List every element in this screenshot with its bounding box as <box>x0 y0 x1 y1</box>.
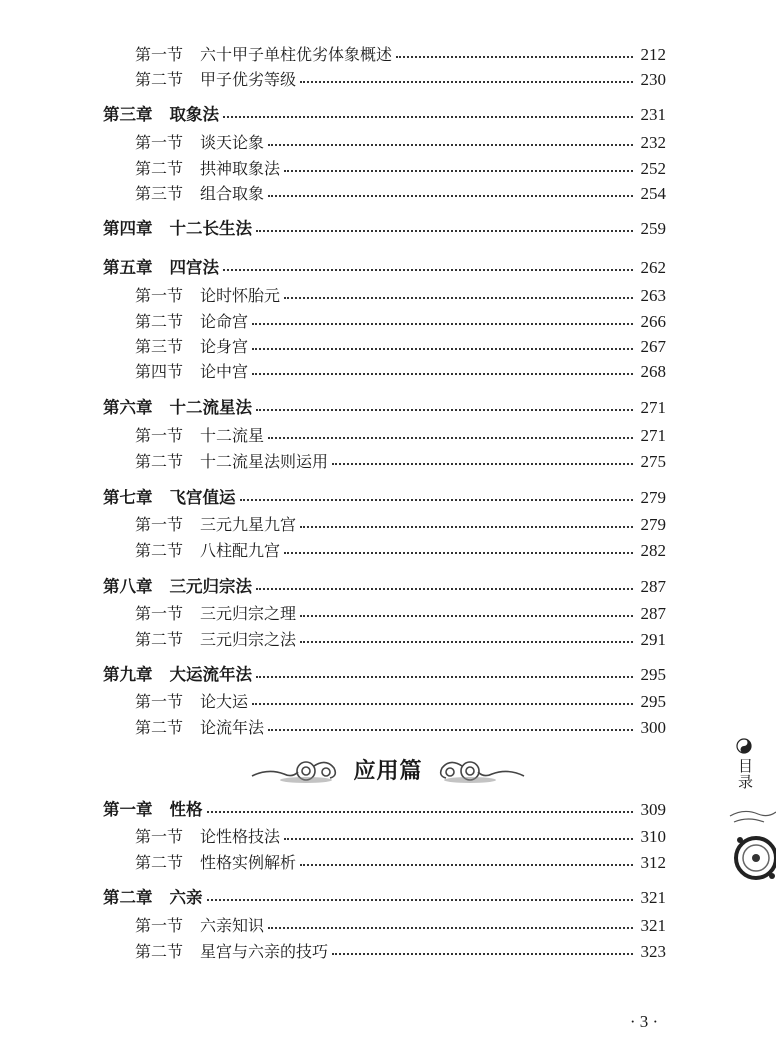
section-number: 第二节 <box>135 541 184 560</box>
page-ref: 254 <box>640 184 666 203</box>
toc-chapter-row[interactable] <box>103 103 666 127</box>
chapter-title: 四宫法 <box>169 258 219 277</box>
toc-chapter-row[interactable] <box>103 256 666 280</box>
page-ref: 287 <box>640 604 666 623</box>
toc-section-row[interactable] <box>135 716 666 740</box>
page-ref: 309 <box>640 800 666 819</box>
toc-section-row[interactable] <box>135 157 666 181</box>
toc-section-row[interactable] <box>135 851 666 875</box>
section-title: 十二流星法则运用 <box>200 452 329 471</box>
toc-chapter-row[interactable] <box>103 217 666 241</box>
section-number: 第一节 <box>135 45 184 64</box>
toc-section-row[interactable] <box>135 68 666 92</box>
dot-leader <box>256 230 633 232</box>
toc-chapter-row[interactable] <box>103 575 666 599</box>
section-title: 谈天论象 <box>200 133 265 152</box>
section-number: 第三节 <box>135 337 184 356</box>
chapter-title: 性格 <box>169 800 203 819</box>
page-ref: 287 <box>640 577 666 596</box>
toc-section-row[interactable] <box>135 43 666 67</box>
section-number: 第一节 <box>135 692 184 711</box>
dot-leader <box>300 81 632 83</box>
page-ref: 232 <box>640 133 666 152</box>
section-number: 第四节 <box>135 362 184 381</box>
part-title: 应用篇 <box>353 759 423 784</box>
dot-leader <box>223 269 633 271</box>
toc-section-row[interactable] <box>135 131 666 155</box>
toc-section-row[interactable] <box>135 284 666 308</box>
toc-section-row[interactable] <box>135 602 666 626</box>
page-ref: 266 <box>640 312 666 331</box>
chapter-title: 六亲 <box>169 888 203 907</box>
toc-chapter-row[interactable] <box>103 663 666 687</box>
section-title: 论身宫 <box>200 337 249 356</box>
page-ref: 300 <box>640 718 666 737</box>
chapter-title: 飞宫值运 <box>169 488 236 507</box>
dot-leader <box>207 899 633 901</box>
page-ref: 212 <box>640 45 666 64</box>
dot-leader <box>268 729 632 731</box>
section-title: 论时怀胎元 <box>200 286 281 305</box>
side-tab-label: 目录 <box>736 758 754 790</box>
section-title: 拱神取象法 <box>200 159 281 178</box>
chapter-number: 第五章 <box>103 258 153 277</box>
yin-yang-icon <box>736 738 752 754</box>
side-tab <box>728 738 776 898</box>
dot-leader <box>256 409 633 411</box>
dot-leader <box>332 463 632 465</box>
chapter-number: 第六章 <box>103 398 153 417</box>
section-number: 第三节 <box>135 184 184 203</box>
section-number: 第二节 <box>135 159 184 178</box>
dot-leader <box>252 348 632 350</box>
dot-leader <box>223 116 633 118</box>
section-title: 星宫与六亲的技巧 <box>200 942 329 961</box>
section-title: 性格实例解析 <box>200 853 297 872</box>
section-title: 三元归宗之法 <box>200 630 297 649</box>
section-number: 第一节 <box>135 604 184 623</box>
page-ref: 231 <box>640 105 666 124</box>
chapter-title: 取象法 <box>169 105 219 124</box>
dot-leader <box>252 323 632 325</box>
page-ref: 262 <box>640 258 666 277</box>
toc-section-row[interactable] <box>135 628 666 652</box>
dot-leader <box>396 56 632 58</box>
section-number: 第一节 <box>135 827 184 846</box>
page-ref: 267 <box>640 337 666 356</box>
page-ref: 282 <box>640 541 666 560</box>
toc-section-row[interactable] <box>135 450 666 474</box>
section-title: 十二流星 <box>200 426 265 445</box>
section-title: 六亲知识 <box>200 916 265 935</box>
toc-section-row[interactable] <box>135 825 666 849</box>
section-number: 第一节 <box>135 286 184 305</box>
page-ref: 321 <box>640 916 666 935</box>
chapter-number: 第九章 <box>103 665 153 684</box>
dot-leader <box>268 195 632 197</box>
section-title: 甲子优劣等级 <box>200 70 297 89</box>
chapter-number: 第一章 <box>103 800 153 819</box>
chapter-number: 第四章 <box>103 219 153 238</box>
chapter-title: 十二长生法 <box>169 219 252 238</box>
chapter-title: 三元归宗法 <box>169 577 252 596</box>
dot-leader <box>268 144 632 146</box>
page-ref: 271 <box>640 426 666 445</box>
section-title: 三元归宗之理 <box>200 604 297 623</box>
page-ref: 275 <box>640 452 666 471</box>
dot-leader <box>300 526 632 528</box>
dot-leader <box>284 170 632 172</box>
page-ref: 321 <box>640 888 666 907</box>
page-ref: 268 <box>640 362 666 381</box>
page-number: · 3 · <box>629 1012 659 1031</box>
toc-section-row[interactable] <box>135 914 666 938</box>
page-ref: 263 <box>640 286 666 305</box>
dot-leader <box>207 811 633 813</box>
toc-section-row[interactable] <box>135 360 666 384</box>
toc-section-row[interactable] <box>135 690 666 714</box>
toc-section-row[interactable] <box>135 310 666 334</box>
section-title: 论命宫 <box>200 312 249 331</box>
section-number: 第二节 <box>135 853 184 872</box>
toc-section-row[interactable] <box>135 335 666 359</box>
toc-section-row[interactable] <box>135 182 666 206</box>
ink-decoration-icon <box>728 806 776 896</box>
toc-section-row[interactable] <box>135 539 666 563</box>
page-ref: 279 <box>640 488 666 507</box>
page-ref: 323 <box>640 942 666 961</box>
section-number: 第一节 <box>135 515 184 534</box>
page-ref: 252 <box>640 159 666 178</box>
dot-leader <box>256 588 633 590</box>
page-ref: 230 <box>640 70 666 89</box>
page-ref: 271 <box>640 398 666 417</box>
page-ref: 291 <box>640 630 666 649</box>
chapter-title: 大运流年法 <box>169 665 252 684</box>
dot-leader <box>256 676 633 678</box>
dot-leader <box>284 297 632 299</box>
toc-section-row[interactable] <box>135 424 666 448</box>
dot-leader <box>284 552 632 554</box>
chapter-number: 第七章 <box>103 488 153 507</box>
dot-leader <box>300 864 632 866</box>
section-number: 第二节 <box>135 312 184 331</box>
section-title: 论中宫 <box>200 362 249 381</box>
section-number: 第一节 <box>135 426 184 445</box>
section-title: 论流年法 <box>200 718 265 737</box>
page-ref: 259 <box>640 219 666 238</box>
page-ref: 295 <box>640 692 666 711</box>
section-number: 第一节 <box>135 916 184 935</box>
section-number: 第二节 <box>135 452 184 471</box>
dot-leader <box>300 641 632 643</box>
section-number: 第一节 <box>135 133 184 152</box>
section-title: 组合取象 <box>200 184 265 203</box>
chapter-number: 第八章 <box>103 577 153 596</box>
page-ref: 310 <box>640 827 666 846</box>
toc-chapter-row[interactable] <box>103 396 666 420</box>
toc-section-row[interactable] <box>135 513 666 537</box>
toc-chapter-row[interactable] <box>103 886 666 910</box>
section-title: 八柱配九宫 <box>200 541 281 560</box>
dot-leader <box>240 499 633 501</box>
dot-leader <box>268 927 632 929</box>
toc-chapter-row[interactable] <box>103 798 666 822</box>
section-title: 论性格技法 <box>200 827 281 846</box>
dot-leader <box>284 838 632 840</box>
section-number: 第二节 <box>135 942 184 961</box>
page-ref: 312 <box>640 853 666 872</box>
dot-leader <box>300 615 632 617</box>
dot-leader <box>252 703 632 705</box>
section-number: 第二节 <box>135 718 184 737</box>
section-number: 第二节 <box>135 630 184 649</box>
section-number: 第二节 <box>135 70 184 89</box>
dot-leader <box>332 953 632 955</box>
chapter-number: 第二章 <box>103 888 153 907</box>
part-heading-banner <box>248 752 528 792</box>
chapter-title: 十二流星法 <box>169 398 252 417</box>
toc-chapter-row[interactable] <box>103 486 666 510</box>
chapter-number: 第三章 <box>103 105 153 124</box>
section-title: 论大运 <box>200 692 249 711</box>
dot-leader <box>252 373 632 375</box>
toc-section-row[interactable] <box>135 940 666 964</box>
section-title: 三元九星九宫 <box>200 515 297 534</box>
page-ref: 279 <box>640 515 666 534</box>
section-title: 六十甲子单柱优劣体象概述 <box>200 45 393 64</box>
dot-leader <box>268 437 632 439</box>
page-ref: 295 <box>640 665 666 684</box>
